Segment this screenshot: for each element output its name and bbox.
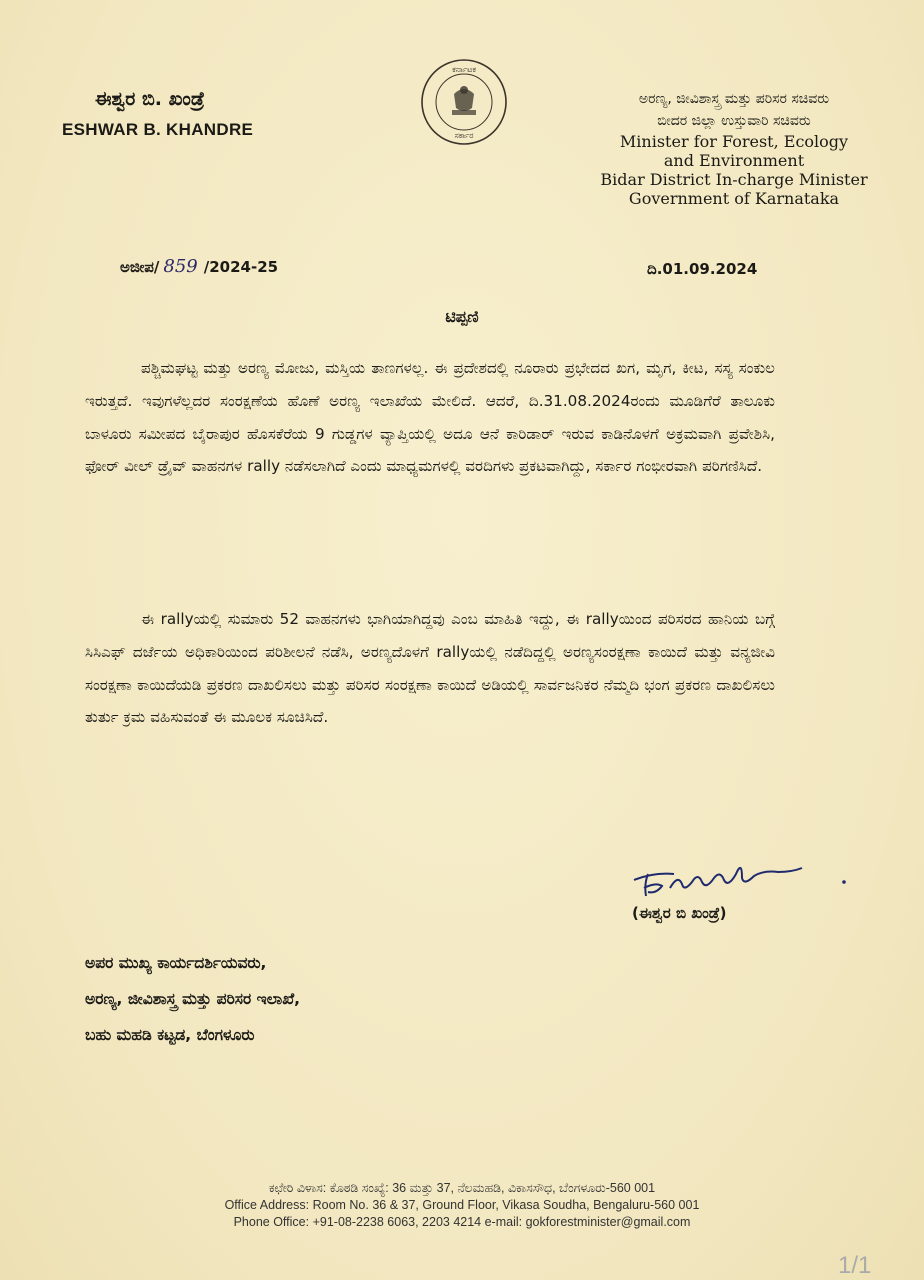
title-english-line-2: and Environment bbox=[663, 151, 805, 170]
minister-name-kannada: ಈಶ್ವರ ಬಿ. ಖಂಡ್ರೆ bbox=[95, 88, 205, 110]
body-paragraph-1: ಪಶ್ಚಿಮಘಟ್ಟ ಮತ್ತು ಅರಣ್ಯ ಮೋಜು, ಮಸ್ತಿಯ ತಾಣಗಳಲ್ಲ. ಈ ಪ್ರದೇಶದಲ್ಲಿ ನೂರಾರು ಪ್ರಭೇದದ ಖಗ, ಮೃಗ, ಕೀಟ, ಸಸ್ಯ ಸಂಕುಲ ಇರುತ್ತದೆ. ಇವುಗಳೆಲ್ಲದರ ಸಂರಕ್ಷಣೆಯ ಹೊಣೆ ಅರಣ್ಯ ಇಲಾಖೆಯ ಮೇಲಿದೆ. ಆದರೆ, ದಿ.31.08.2024ರಂದು ಮೂಡಿಗೆರೆ ತಾಲೂಕು ಬಾಳೂರು ಸಮೀಪದ ಬೈರಾಪುರ ಹೊಸಕೆರೆಯ 9 ಗುಡ್ಡಗಳ ವ್ಯಾಪ್ತಿಯಲ್ಲಿ ಅದೂ ಆನೆ ಕಾರಿಡಾರ್ ಇರುವ ಕಾಡಿನೊಳಗೆ ಅಕ್ರಮವಾಗಿ ಪ್ರವೇಶಿಸಿ, ಫೋರ್ ವೀಲ್ ಡ್ರೈವ್ ವಾಹನಗಳ rally ನಡೆಸಲಾಗಿದೆ ಎಂದು ಮಾಧ್ಯಮಗಳಲ್ಲಿ ವರದಿಗಳು ಪ್ರಕಟವಾಗಿದ್ದು, ಸರ್ಕಾರ ಗಂಭೀರವಾಗಿ ಪರಿಗಣಿಸಿದೆ. bbox=[85, 359, 775, 476]
footer-kannada-address: ಕಛೇರಿ ವಿಳಾಸ: ಕೊಠಡಿ ಸಂಖ್ಯೆ: 36 ಮತ್ತು 37, ನೆಲಮಹಡಿ, ವಿಕಾಸಸೌಧ, ಬೆಂಗಳೂರು-560 001 bbox=[268, 1181, 656, 1195]
reference-prefix: ಅಜೀಪ/ bbox=[120, 258, 160, 276]
recipient-line-1: ಅಪರ ಮುಖ್ಯ ಕಾರ್ಯದರ್ಶಿಯವರು, bbox=[85, 954, 267, 972]
emblem-top-text: ಕರ್ನಾಟಕ bbox=[452, 65, 476, 74]
recipient-line-3: ಬಹು ಮಹಡಿ ಕಟ್ಟಡ, ಬೆಂಗಳೂರು bbox=[85, 1026, 255, 1044]
letter-date: ದಿ.01.09.2024 bbox=[647, 260, 758, 278]
minister-name-english: ESHWAR B. KHANDRE bbox=[62, 120, 254, 139]
title-kannada-line-1: ಅರಣ್ಯ, ಜೀವಿಶಾಸ್ತ್ರ ಮತ್ತು ಪರಿಸರ ಸಚಿವರು bbox=[638, 91, 830, 107]
subject-heading: ಟಿಪ್ಪಣಿ bbox=[445, 307, 479, 326]
signatory-name: (ಈಶ್ವರ ಬಿ ಖಂಡ್ರೆ) bbox=[632, 904, 727, 922]
recipient-line-2: ಅರಣ್ಯ, ಜೀವಿಶಾಸ್ತ್ರ ಮತ್ತು ಪರಿಸರ ಇಲಾಖೆ, bbox=[85, 990, 301, 1008]
minister-title-block bbox=[554, 88, 874, 208]
reference-number bbox=[120, 256, 278, 277]
footer-phone-email: Phone Office: +91-08-2238 6063, 2203 4214 e-mail: gokforestminister@gmail.com bbox=[233, 1215, 691, 1229]
reference-handwritten-number: 859 bbox=[163, 256, 198, 277]
body-paragraph-2: ಈ rallyಯಲ್ಲಿ ಸುಮಾರು 52 ವಾಹನಗಳು ಭಾಗಿಯಾಗಿದ್ದವು ಎಂಬ ಮಾಹಿತಿ ಇದ್ದು, ಈ rallyಯಿಂದ ಪರಿಸರದ ಹಾನಿಯ ಬಗ್ಗೆ ಸಿಸಿಎಫ್ ದರ್ಜೆಯ ಅಧಿಕಾರಿಯಿಂದ ಪರಿಶೀಲನೆ ನಡೆಸಿ, ಅರಣ್ಯದೊಳಗೆ rallyಯಲ್ಲಿ ನಡೆದಿದ್ದಲ್ಲಿ ಅರಣ್ಯಸಂರಕ್ಷಣಾ ಕಾಯಿದೆ ಮತ್ತು ವನ್ಯಜೀವಿ ಸಂರಕ್ಷಣಾ ಕಾಯಿದೆಯಡಿ ಪ್ರಕರಣ ದಾಖಲಿಸಲು ಮತ್ತು ಪರಿಸರ ಸಂರಕ್ಷಣಾ ಕಾಯಿದೆ ಅಡಿಯಲ್ಲಿ ಸಾರ್ವಜನಿಕರ ನೆಮ್ಮದಿ ಭಂಗ ಪ್ರಕರಣ ದಾಖಲಿಸಲು ತುರ್ತು ಕ್ರಮ ವಹಿಸುವಂತೆ ಈ ಮೂಲಕ ಸೂಚಿಸಿದೆ. bbox=[85, 610, 775, 727]
page-indicator: 1/1 bbox=[838, 1252, 872, 1279]
government-emblem-seal bbox=[418, 50, 510, 158]
office-footer bbox=[0, 1180, 924, 1231]
reference-suffix: /2024-25 bbox=[203, 258, 279, 276]
title-english-line-3: Bidar District In-charge Minister bbox=[600, 170, 868, 189]
recipient-address bbox=[85, 945, 300, 1053]
title-english-line-4: Government of Karnataka bbox=[628, 189, 840, 208]
emblem-bottom-text: ಸರ್ಕಾರ bbox=[454, 131, 474, 140]
title-english-line-1: Minister for Forest, Ecology bbox=[619, 132, 849, 151]
title-kannada-line-2: ಬೀದರ ಜಿಲ್ಲಾ ಉಸ್ತುವಾರಿ ಸಚಿವರು bbox=[657, 113, 811, 129]
handwritten-signature bbox=[630, 858, 850, 900]
footer-english-address: Office Address: Room No. 36 & 37, Ground Floor, Vikasa Soudha, Bengaluru-560 001 bbox=[224, 1198, 700, 1212]
